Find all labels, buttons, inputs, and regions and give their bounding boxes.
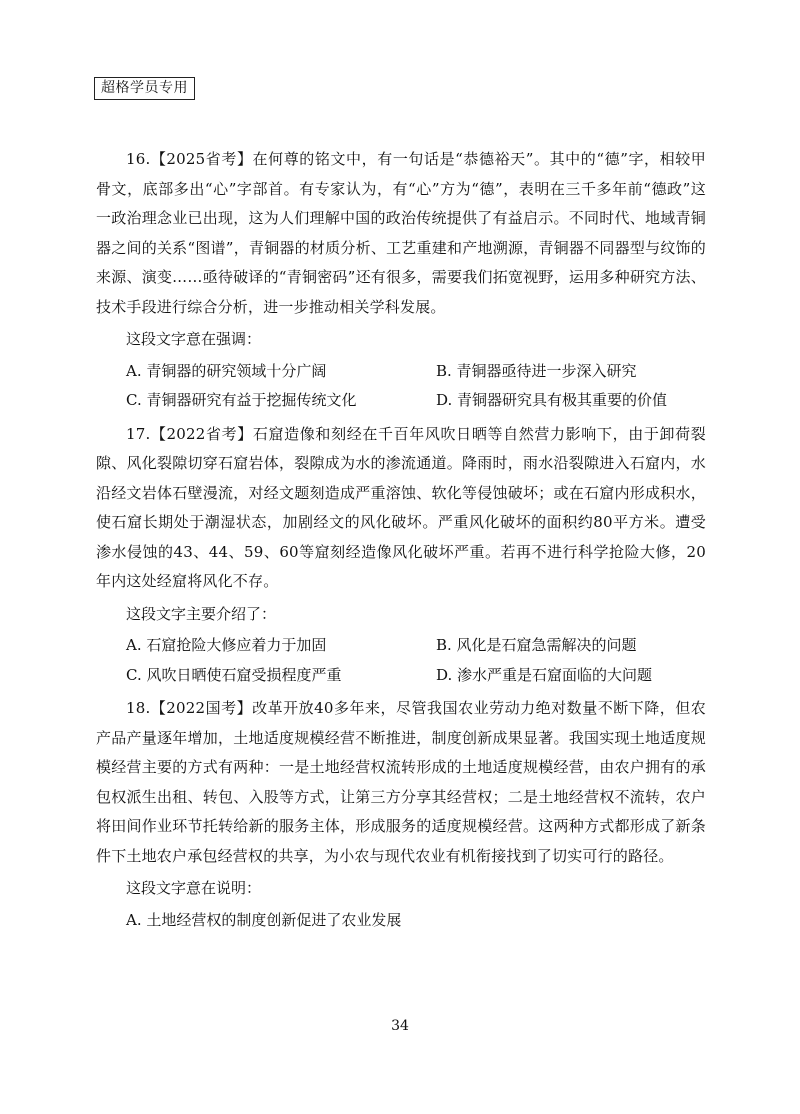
page-number: 34 <box>391 1018 409 1034</box>
option-a: A. 土地经营权的制度创新促进了农业发展 <box>126 910 402 929</box>
exclusive-label: 超格学员专用 <box>94 77 195 100</box>
option-d: D. 青铜器研究具有极其重要的价值 <box>436 391 668 409</box>
question-16-prompt: 这段文字意在强调： <box>126 330 262 348</box>
page-content <box>96 145 706 939</box>
option-a: A. 石窟抢险大修应着力于加固 <box>126 636 327 654</box>
question-16-passage: 16.【2025省考】在何尊的铭文中，有一句话是“恭德裕天”。其中的“德”字，相较甲骨文，底部多出“心”字部首。有专家认为，有“心”方为“德”，表明在三千多年前“德政”这一政治理念业已出现，这为人们理解中国的政治传统提供了有益启示。不同时代、地域青铜器之间的关系“图谱”，青铜器的材质分析、工艺重建和产地溯源，青铜器不同器型与纹饰的来源、演变……亟待破译的“青铜密码”还有很多，需要我们拓宽视野，运用多种研究方法、技术手段进行综合分析，进一步推动相关学科发展。 <box>96 150 706 316</box>
option-b: B. 青铜器亟待进一步深入研究 <box>436 361 637 380</box>
option-c: C. 风吹日晒使石窟受损程度严重 <box>126 665 342 684</box>
question-18-passage: 18.【2022国考】改革开放40多年来，尽管我国农业劳动力绝对数量不断下降，但农产品产量逐年增加，土地适度规模经营不断推进，制度创新成果显著。我国实现土地适度规模经营主要的方式有两种：一是土地经营权流转形成的土地适度规模经营，由农户拥有的承包权派生出租、转包、入股等方式，让第三方分享其经营权；二是土地经营权不流转，农户将田间作业环节托转给新的服务主体，形成服务的适度规模经营。这两种方式都形成了新条件下土地农户承包经营权的共享，为小农与现代农业有机衔接找到了切实可行的路径。 <box>96 699 706 865</box>
option-c: C. 青铜器研究有益于挖掘传统文化 <box>126 391 357 409</box>
question-16 <box>96 145 706 416</box>
question-18-options <box>96 906 706 936</box>
option-b: B. 风化是石窟急需解决的问题 <box>436 636 637 654</box>
option-d: D. 渗水严重是石窟面临的大问题 <box>436 665 653 684</box>
question-17-prompt: 这段文字主要介绍了： <box>126 604 277 623</box>
question-17 <box>96 420 706 691</box>
question-18 <box>96 694 706 935</box>
question-17-passage: 17.【2022省考】石窟造像和刻经在千百年风吹日晒等自然营力影响下，由于卸荷裂隙、风化裂隙切穿石窟岩体，裂隙成为水的渗流通道。降雨时，雨水沿裂隙进入石窟内，水沿经文岩体石壁漫流，对经文题刻造成严重溶蚀、软化等侵蚀破坏；或在石窟内形成积水，使石窟长期处于潮湿状态，加剧经文的风化破坏。严重风化破坏的面积约80平方米。遭受渗水侵蚀的43、44、59、60等窟刻经造像风化破坏严重。若再不进行科学抢险大修，20年内这处经窟将风化不存。 <box>96 424 706 590</box>
question-17-options <box>96 631 706 690</box>
question-16-options <box>96 357 706 416</box>
question-18-prompt: 这段文字意在说明： <box>126 879 262 897</box>
option-a: A. 青铜器的研究领域十分广阔 <box>126 361 327 380</box>
